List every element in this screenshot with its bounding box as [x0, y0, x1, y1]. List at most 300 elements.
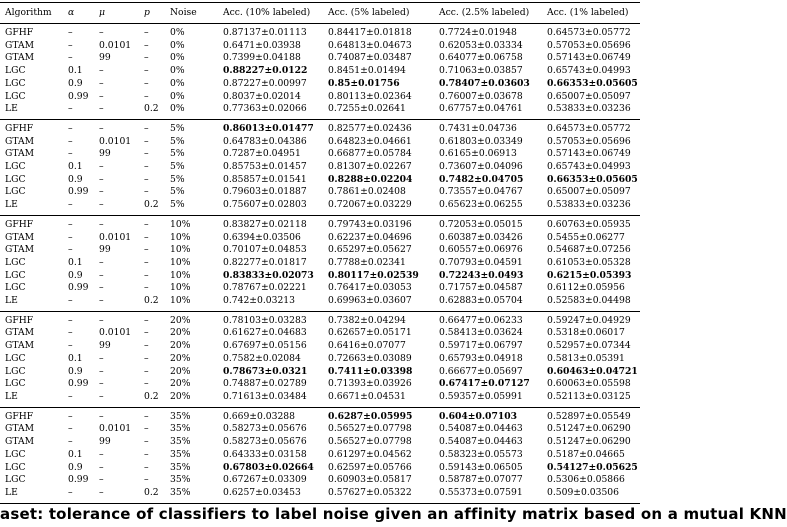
- cell-mu: 0.0101: [99, 327, 132, 339]
- cell-alpha: –: [68, 52, 73, 64]
- table-row: [0, 24, 640, 40]
- cell-mu: –: [99, 186, 104, 198]
- cell-acc-2-5: 0.62883±0.05704: [434, 295, 542, 311]
- cell-acc-10: 0.78673±0.0321: [223, 365, 308, 377]
- cell-alpha: –: [68, 410, 73, 422]
- cell-acc-10: 0.67697±0.05156: [223, 340, 307, 352]
- cell-acc-5: 0.60903±0.05817: [328, 474, 412, 486]
- cell-acc-10: 0.87137±0.01113: [223, 27, 307, 38]
- cell-noise: 20%: [170, 365, 191, 377]
- cell-acc-2-5: 0.58787±0.07077: [439, 474, 523, 486]
- header-acc-1: Acc. (1% labeled): [542, 3, 640, 24]
- cell-acc-2-5: 0.58413±0.03624: [439, 327, 523, 339]
- cell-acc-5: 0.7255±0.02641: [323, 103, 434, 119]
- cell-acc-1: 0.5318±0.06017: [547, 327, 625, 339]
- cell-noise: 35%: [170, 423, 191, 435]
- cell-p: –: [144, 65, 149, 77]
- cell-mu: –: [99, 461, 104, 473]
- cell-p: –: [144, 256, 149, 268]
- cell-algorithm: LGC: [5, 282, 26, 294]
- cell-acc-2-5: 0.59357±0.05991: [434, 391, 542, 407]
- cell-noise: 0%: [170, 90, 185, 102]
- cell-mu: –: [99, 218, 104, 230]
- table-row: [0, 199, 640, 215]
- cell-noise: 0%: [170, 52, 185, 64]
- cell-p: –: [144, 474, 149, 486]
- table-row: [0, 487, 640, 503]
- cell-mu: 99: [99, 244, 111, 256]
- cell-acc-5: 0.56527±0.07798: [328, 423, 412, 435]
- cell-p: –: [144, 218, 149, 230]
- cell-alpha: 0.9: [68, 173, 83, 185]
- cell-mu: –: [99, 378, 104, 390]
- table-row: [0, 244, 640, 257]
- cell-acc-5: 0.72663±0.03089: [328, 352, 412, 364]
- cell-acc-1: 0.59247±0.04929: [547, 314, 631, 326]
- table-row: [0, 366, 640, 379]
- table-row: [0, 119, 640, 135]
- cell-p: –: [144, 90, 149, 102]
- cell-acc-10: 0.85857±0.01541: [223, 173, 307, 185]
- cell-acc-5: 0.71393±0.03926: [328, 378, 412, 390]
- cell-alpha: –: [68, 218, 73, 230]
- cell-noise: 35%: [170, 448, 191, 460]
- cell-noise: 5%: [170, 173, 185, 185]
- cell-acc-1: 0.6215±0.05393: [547, 269, 632, 281]
- cell-acc-5: 0.7411±0.03398: [328, 365, 413, 377]
- cell-noise: 35%: [170, 474, 191, 486]
- cell-acc-2-5: 0.73557±0.04767: [439, 186, 523, 198]
- cell-algorithm: LGC: [5, 77, 26, 89]
- cell-acc-10: 0.75607±0.02803: [218, 199, 323, 215]
- table-row: [0, 174, 640, 187]
- cell-acc-2-5: 0.66477±0.06233: [439, 314, 523, 326]
- cell-mu: –: [99, 474, 104, 486]
- cell-mu: 0.0101: [99, 423, 132, 435]
- table-row: [0, 215, 640, 231]
- cell-alpha: 0.99: [68, 282, 89, 294]
- cell-acc-10: 0.85753±0.01457: [223, 161, 307, 173]
- table-row: [0, 391, 640, 407]
- cell-acc-1: 0.60463±0.04721: [547, 365, 638, 377]
- cell-acc-1: 0.64573±0.05772: [547, 27, 631, 38]
- table-row: [0, 257, 640, 270]
- cell-acc-1: 0.65743±0.04993: [547, 65, 631, 77]
- cell-noise: 35%: [165, 487, 218, 503]
- table-row: [0, 407, 640, 423]
- cell-p: –: [144, 231, 149, 243]
- table-row: [0, 295, 640, 311]
- cell-p: –: [144, 378, 149, 390]
- cell-alpha: –: [68, 423, 73, 435]
- cell-acc-5: 0.8451±0.01494: [328, 65, 406, 77]
- cell-acc-10: 0.6394±0.03506: [223, 231, 301, 243]
- cell-acc-5: 0.6671±0.04531: [323, 391, 434, 407]
- cell-alpha: 0.9: [68, 269, 83, 281]
- cell-alpha: –: [68, 231, 73, 243]
- cell-acc-5: 0.72067±0.03229: [323, 199, 434, 215]
- cell-acc-10: 0.8037±0.02014: [223, 90, 301, 102]
- cell-p: –: [144, 39, 149, 51]
- cell-alpha: –: [68, 244, 73, 256]
- cell-mu: 0.0101: [99, 135, 132, 147]
- cell-p: –: [144, 186, 149, 198]
- cell-acc-1: 0.53833±0.03236: [542, 103, 640, 119]
- cell-acc-2-5: 0.67417±0.07127: [439, 378, 530, 390]
- cell-noise: 0%: [170, 65, 185, 77]
- cell-acc-10: 0.58273±0.05676: [223, 436, 307, 448]
- cell-noise: 10%: [170, 256, 191, 268]
- cell-acc-1: 0.52897±0.05549: [547, 410, 631, 422]
- cell-noise: 5%: [170, 122, 185, 134]
- cell-acc-5: 0.80117±0.02539: [328, 269, 419, 281]
- cell-mu: –: [99, 410, 104, 422]
- cell-algorithm: GTAM: [5, 39, 35, 51]
- cell-alpha: 0.99: [68, 474, 89, 486]
- header-acc-10: Acc. (10% labeled): [218, 3, 323, 24]
- cell-p: –: [144, 161, 149, 173]
- cell-acc-2-5: 0.60557±0.06976: [439, 244, 523, 256]
- cell-acc-1: 0.57053±0.05696: [547, 39, 631, 51]
- cell-acc-5: 0.76417±0.03053: [328, 282, 412, 294]
- cell-acc-1: 0.53833±0.03236: [542, 199, 640, 215]
- cell-algorithm: GTAM: [5, 231, 35, 243]
- cell-alpha: 0.9: [68, 365, 83, 377]
- cell-acc-1: 0.52113±0.03125: [542, 391, 640, 407]
- cell-mu: –: [99, 173, 104, 185]
- cell-alpha: –: [68, 340, 73, 352]
- table-row: [0, 186, 640, 199]
- table-row: [0, 65, 640, 78]
- cell-acc-1: 0.66353±0.05605: [547, 77, 638, 89]
- header-noise: Noise: [165, 3, 218, 24]
- cell-acc-2-5: 0.76007±0.03678: [439, 90, 523, 102]
- cell-acc-2-5: 0.62053±0.03334: [439, 39, 523, 51]
- cell-acc-10: 0.6257±0.03453: [218, 487, 323, 503]
- table-row: [0, 436, 640, 449]
- cell-acc-5: 0.7861±0.02408: [328, 186, 406, 198]
- cell-alpha: –: [68, 27, 73, 38]
- cell-acc-2-5: 0.54087±0.04463: [439, 423, 523, 435]
- cell-alpha: 0.99: [68, 186, 89, 198]
- cell-acc-2-5: 0.59717±0.06797: [439, 340, 523, 352]
- cell-p: –: [144, 52, 149, 64]
- cell-mu: –: [99, 256, 104, 268]
- cell-p: –: [144, 148, 149, 160]
- cell-acc-2-5: 0.6165±0.06913: [439, 148, 517, 160]
- cell-mu: –: [99, 448, 104, 460]
- cell-acc-1: 0.57143±0.06749: [547, 52, 631, 64]
- cell-noise: 20%: [170, 378, 191, 390]
- cell-p: –: [144, 365, 149, 377]
- cell-alpha: –: [68, 39, 73, 51]
- cell-mu: –: [94, 103, 139, 119]
- cell-acc-10: 0.7582±0.02084: [223, 352, 301, 364]
- cell-algorithm: GTAM: [5, 135, 35, 147]
- cell-noise: 10%: [170, 231, 191, 243]
- table-row: [0, 270, 640, 283]
- cell-algorithm: GTAM: [5, 340, 35, 352]
- cell-acc-1: 0.5813±0.05391: [547, 352, 625, 364]
- cell-p: –: [144, 27, 149, 38]
- cell-noise: 10%: [170, 269, 191, 281]
- table-row: [0, 232, 640, 245]
- cell-acc-2-5: 0.71757±0.04587: [439, 282, 523, 294]
- cell-p: 0.2: [139, 295, 165, 311]
- cell-alpha: 0.1: [68, 256, 83, 268]
- cell-noise: 0%: [165, 103, 218, 119]
- cell-acc-1: 0.64573±0.05772: [547, 122, 631, 134]
- cell-acc-5: 0.79743±0.03196: [328, 218, 412, 230]
- cell-noise: 35%: [170, 461, 191, 473]
- cell-mu: –: [99, 314, 104, 326]
- cell-acc-10: 0.78767±0.02221: [223, 282, 307, 294]
- cell-noise: 0%: [170, 27, 185, 38]
- cell-alpha: 0.9: [68, 77, 83, 89]
- cell-algorithm: LGC: [5, 65, 26, 77]
- cell-acc-5: 0.84417±0.01818: [328, 27, 412, 38]
- cell-acc-2-5: 0.55373±0.07591: [434, 487, 542, 503]
- noise-group: [0, 24, 640, 120]
- cell-acc-1: 0.51247±0.06290: [547, 423, 631, 435]
- cell-algorithm: LGC: [5, 448, 26, 460]
- table-row: [0, 340, 640, 353]
- cell-algorithm: GFHF: [5, 27, 34, 38]
- cell-p: –: [144, 340, 149, 352]
- cell-acc-1: 0.51247±0.06290: [547, 436, 631, 448]
- noise-group: [0, 407, 640, 503]
- cell-acc-2-5: 0.78407±0.03603: [439, 77, 530, 89]
- cell-acc-5: 0.74087±0.03487: [328, 52, 412, 64]
- cell-alpha: 0.1: [68, 161, 83, 173]
- cell-mu: –: [99, 352, 104, 364]
- cell-p: –: [144, 352, 149, 364]
- table-row: [0, 423, 640, 436]
- table-row: [0, 161, 640, 174]
- cell-acc-1: 0.5187±0.04665: [547, 448, 625, 460]
- cell-algorithm: GTAM: [5, 148, 35, 160]
- cell-acc-10: 0.7399±0.04188: [223, 52, 301, 64]
- cell-acc-10: 0.67803±0.02664: [223, 461, 314, 473]
- cell-algorithm: LGC: [5, 269, 26, 281]
- cell-p: 0.2: [139, 487, 165, 503]
- header-mu: μ: [94, 3, 139, 24]
- cell-acc-10: 0.83827±0.02118: [223, 218, 307, 230]
- table-row: [0, 148, 640, 161]
- cell-alpha: –: [63, 391, 94, 407]
- cell-alpha: 0.1: [68, 65, 83, 77]
- cell-noise: 35%: [170, 436, 191, 448]
- cell-algorithm: LGC: [5, 90, 26, 102]
- cell-p: –: [144, 282, 149, 294]
- cell-mu: –: [94, 391, 139, 407]
- cell-acc-10: 0.6471±0.03938: [223, 39, 301, 51]
- cell-algorithm: GTAM: [5, 436, 35, 448]
- cell-acc-10: 0.82277±0.01817: [223, 256, 307, 268]
- cell-algorithm: LGC: [5, 186, 26, 198]
- cell-mu: 0.0101: [99, 39, 132, 51]
- cell-mu: –: [99, 365, 104, 377]
- cell-algorithm: GFHF: [5, 122, 34, 134]
- cell-acc-5: 0.80113±0.02364: [328, 90, 412, 102]
- cell-acc-2-5: 0.604±0.07103: [439, 410, 518, 422]
- cell-acc-10: 0.77363±0.02066: [218, 103, 323, 119]
- cell-algorithm: GTAM: [5, 52, 35, 64]
- cell-mu: –: [99, 161, 104, 173]
- cell-mu: –: [99, 90, 104, 102]
- cell-acc-1: 0.57053±0.05696: [547, 135, 631, 147]
- cell-alpha: –: [63, 199, 94, 215]
- cell-acc-10: 0.83833±0.02073: [223, 269, 314, 281]
- cell-p: 0.2: [139, 391, 165, 407]
- cell-acc-5: 0.85±0.01756: [328, 77, 400, 89]
- cell-p: 0.2: [139, 199, 165, 215]
- cell-noise: 10%: [170, 282, 191, 294]
- cell-p: –: [144, 77, 149, 89]
- cell-acc-5: 0.66877±0.05784: [328, 148, 412, 160]
- cell-acc-10: 0.79603±0.01887: [223, 186, 307, 198]
- table-row: [0, 449, 640, 462]
- cell-acc-1: 0.54687±0.07256: [547, 244, 631, 256]
- cell-acc-10: 0.74887±0.02789: [223, 378, 307, 390]
- cell-algorithm: LE: [0, 391, 63, 407]
- table-row: [0, 462, 640, 475]
- cell-acc-10: 0.88227±0.0122: [223, 65, 308, 77]
- cell-acc-1: 0.65743±0.04993: [547, 161, 631, 173]
- cell-alpha: –: [68, 148, 73, 160]
- cell-acc-1: 0.65007±0.05097: [547, 186, 631, 198]
- cell-algorithm: GTAM: [5, 244, 35, 256]
- cell-noise: 5%: [170, 161, 185, 173]
- cell-noise: 35%: [170, 410, 191, 422]
- cell-p: –: [144, 122, 149, 134]
- cell-alpha: –: [63, 103, 94, 119]
- cell-acc-10: 0.78103±0.03283: [223, 314, 307, 326]
- cell-alpha: –: [68, 122, 73, 134]
- cell-acc-1: 0.52957±0.07344: [547, 340, 631, 352]
- cell-acc-2-5: 0.7724±0.01948: [439, 27, 517, 38]
- cell-acc-5: 0.7382±0.04294: [328, 314, 406, 326]
- header-row: [0, 3, 640, 24]
- cell-algorithm: GFHF: [5, 410, 34, 422]
- cell-acc-2-5: 0.54087±0.04463: [439, 436, 523, 448]
- cell-algorithm: GTAM: [5, 423, 35, 435]
- cell-algorithm: LGC: [5, 365, 26, 377]
- cell-acc-5: 0.81307±0.02267: [328, 161, 412, 173]
- cell-acc-2-5: 0.70793±0.04591: [439, 256, 523, 268]
- cell-acc-1: 0.5306±0.05866: [547, 474, 625, 486]
- cell-acc-2-5: 0.7482±0.04705: [439, 173, 524, 185]
- cell-p: –: [144, 269, 149, 281]
- cell-mu: –: [99, 269, 104, 281]
- cell-alpha: 0.9: [68, 461, 83, 473]
- cell-mu: –: [99, 77, 104, 89]
- cell-p: –: [144, 461, 149, 473]
- cell-algorithm: LE: [0, 199, 63, 215]
- table-row: [0, 103, 640, 119]
- cell-acc-2-5: 0.64077±0.06758: [439, 52, 523, 64]
- cell-acc-2-5: 0.60387±0.03426: [439, 231, 523, 243]
- cell-alpha: 0.99: [68, 378, 89, 390]
- cell-mu: 99: [99, 148, 111, 160]
- cell-noise: 0%: [170, 39, 185, 51]
- cell-alpha: –: [68, 135, 73, 147]
- cell-acc-5: 0.6416±0.07077: [328, 340, 406, 352]
- cell-alpha: –: [63, 487, 94, 503]
- cell-p: –: [144, 244, 149, 256]
- cell-acc-5: 0.8288±0.02204: [328, 173, 413, 185]
- header-alpha: α: [63, 3, 94, 24]
- cell-noise: 20%: [165, 391, 218, 407]
- cell-acc-10: 0.64783±0.04386: [223, 135, 307, 147]
- cell-mu: –: [99, 27, 104, 38]
- cell-algorithm: LE: [0, 103, 63, 119]
- cell-p: –: [144, 410, 149, 422]
- cell-acc-1: 0.52583±0.04498: [542, 295, 640, 311]
- cell-alpha: 0.1: [68, 352, 83, 364]
- cell-acc-2-5: 0.67757±0.04761: [434, 103, 542, 119]
- cell-noise: 5%: [170, 135, 185, 147]
- cell-algorithm: LGC: [5, 474, 26, 486]
- cell-alpha: –: [68, 436, 73, 448]
- cell-mu: –: [94, 295, 139, 311]
- noise-group: [0, 215, 640, 311]
- table-row: [0, 91, 640, 104]
- cell-algorithm: LGC: [5, 161, 26, 173]
- cell-algorithm: LGC: [5, 352, 26, 364]
- cell-noise: 5%: [170, 148, 185, 160]
- cell-mu: –: [99, 65, 104, 77]
- cell-acc-5: 0.56527±0.07798: [328, 436, 412, 448]
- cell-acc-2-5: 0.58323±0.05573: [439, 448, 523, 460]
- noise-group: [0, 311, 640, 407]
- cell-acc-5: 0.64823±0.04661: [328, 135, 412, 147]
- cell-algorithm: LGC: [5, 173, 26, 185]
- cell-acc-5: 0.61297±0.04562: [328, 448, 412, 460]
- cell-acc-2-5: 0.71063±0.03857: [439, 65, 523, 77]
- cell-acc-2-5: 0.59143±0.06505: [439, 461, 523, 473]
- cell-acc-5: 0.57627±0.05322: [323, 487, 434, 503]
- cell-algorithm: GTAM: [5, 327, 35, 339]
- cell-acc-1: 0.57143±0.06749: [547, 148, 631, 160]
- header-p: p: [139, 3, 165, 24]
- cell-noise: 20%: [170, 340, 191, 352]
- cell-mu: 99: [99, 436, 111, 448]
- table-row: [0, 52, 640, 65]
- cell-acc-10: 0.67267±0.03309: [223, 474, 307, 486]
- cell-acc-10: 0.70107±0.04853: [223, 244, 307, 256]
- cell-acc-2-5: 0.72243±0.0493: [439, 269, 524, 281]
- cell-acc-1: 0.5455±0.06277: [547, 231, 625, 243]
- cell-acc-2-5: 0.61803±0.03349: [439, 135, 523, 147]
- table-row: [0, 78, 640, 91]
- cell-acc-2-5: 0.65623±0.06255: [434, 199, 542, 215]
- cell-acc-10: 0.669±0.03288: [223, 410, 295, 422]
- table-row: [0, 378, 640, 391]
- cell-acc-2-5: 0.66677±0.05697: [439, 365, 523, 377]
- cell-acc-2-5: 0.73607±0.04096: [439, 161, 523, 173]
- cell-acc-2-5: 0.65793±0.04918: [439, 352, 523, 364]
- header-acc-2-5: Acc. (2.5% labeled): [434, 3, 542, 24]
- cell-mu: –: [94, 199, 139, 215]
- cell-acc-10: 0.742±0.03213: [218, 295, 323, 311]
- cell-algorithm: GFHF: [5, 314, 34, 326]
- cell-acc-10: 0.7287±0.04951: [223, 148, 301, 160]
- cell-noise: 10%: [165, 295, 218, 311]
- cell-acc-10: 0.64333±0.03158: [223, 448, 307, 460]
- cell-acc-1: 0.6112±0.05956: [547, 282, 625, 294]
- table-row: [0, 353, 640, 366]
